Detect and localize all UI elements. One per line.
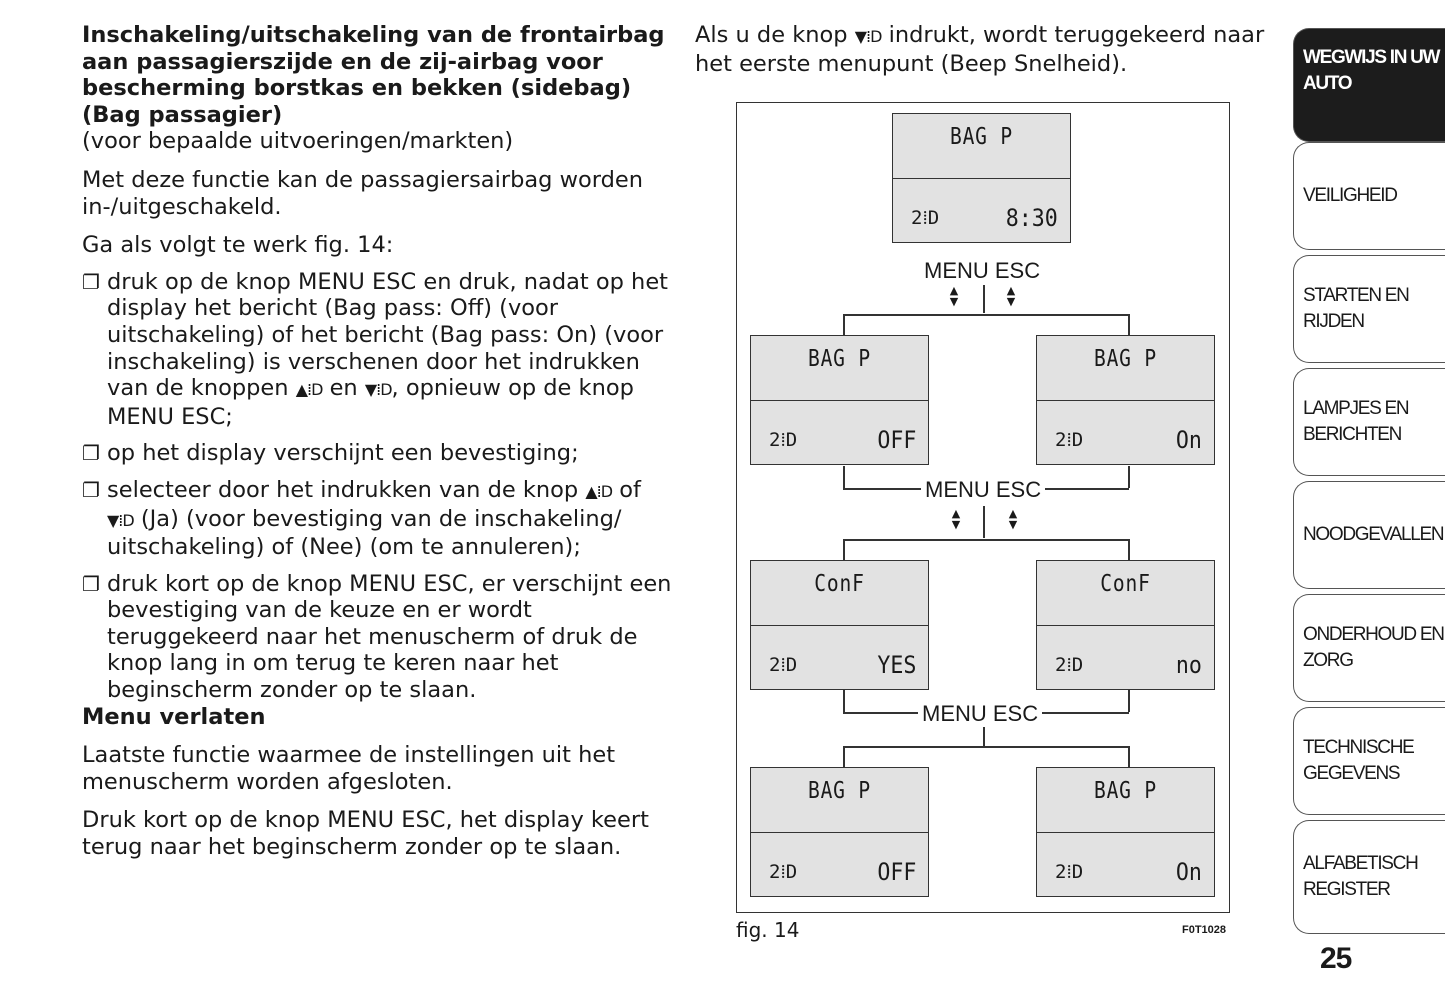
connector-line xyxy=(843,466,845,488)
list-item: ❐ op het display verschijnt een bevestiging; xyxy=(82,440,579,467)
connector-line xyxy=(843,690,845,712)
connector-line xyxy=(843,746,845,768)
section-heading: Inschakeling/uitschakeling van de frontairbag aan passagierszijde en de zij-airbag voor bescherming borstkas en bekken (sidebag) (Bag passagier) xyxy=(82,22,665,128)
screen-title: ConF xyxy=(814,571,865,597)
display-screen xyxy=(750,335,929,465)
tab-technische-gegevens[interactable]: TECHNISCHE GEGEVENS xyxy=(1293,707,1445,815)
tab-starten-en-rijden[interactable]: STARTEN EN RIJDEN xyxy=(1293,255,1445,363)
checkbox-bullet-icon: ❐ xyxy=(82,441,100,466)
screen-title: ConF xyxy=(1100,571,1151,597)
screen-title: BAG P xyxy=(949,124,1014,150)
connector-line xyxy=(843,539,1129,541)
list-item: ❐ selecteer door het indrukken van de knop ▲⁞D of ▼⁞D (Ja) (voor bevestiging van de inschakeling/ uitschakeling) of (Nee) (om te annuleren); xyxy=(82,476,641,561)
display-screen xyxy=(892,113,1071,243)
connector-line xyxy=(1128,539,1130,561)
screen-value: On xyxy=(1175,426,1202,454)
screen-value: OFF xyxy=(876,426,916,454)
connector-line xyxy=(843,746,1129,748)
right-paragraph: Als u de knop ▼⁞D indrukt, wordt teruggekeerd naar het eerste menupunt (Beep Snelheid). xyxy=(695,22,1265,77)
tab-noodgevallen[interactable]: NOODGEVALLEN xyxy=(1293,481,1445,589)
list-item: ❐ druk op de knop MENU ESC en druk, nadat op het display het bericht (Bag pass: Off) (voor uitschakeling) of het bericht (Bag pass: On) (voor inschakeling) is verschenen door het indrukken van de knoppen ▲⁞D en ▼⁞D, opnieuw op de knop MENU ESC; xyxy=(82,268,668,430)
screen-value: OFF xyxy=(876,858,916,886)
paragraph-steps-intro: Ga als volgt te werk fig. 14: xyxy=(82,232,394,259)
tab-lampjes-en-berichten[interactable]: LAMPJES EN BERICHTEN xyxy=(1293,368,1445,476)
light-level-icon: 2⁞D xyxy=(1055,861,1084,883)
down-light-button-icon: ▼⁞D xyxy=(364,380,392,400)
screen-value: 8:30 xyxy=(1005,204,1058,232)
connector-line xyxy=(983,726,985,746)
tab-wegwijs[interactable]: WEGWIJS IN UW AUTO xyxy=(1293,28,1445,142)
paragraph-exit: Laatste functie waarmee de instellingen uit het menuscherm worden afgesloten. xyxy=(82,742,616,795)
light-level-icon: 2⁞D xyxy=(769,861,798,883)
menu-esc-label: MENU ESC xyxy=(920,258,1044,284)
figure-code: F0T1028 xyxy=(1182,924,1227,936)
display-screen xyxy=(750,560,929,690)
connector-line xyxy=(843,314,1129,316)
checkbox-bullet-icon: ❐ xyxy=(82,477,100,502)
connector-line xyxy=(843,314,845,336)
paragraph-exit-2: Druk kort op de knop MENU ESC, het display keert terug naar het beginscherm zonder op te slaan. xyxy=(82,807,649,861)
connector-line xyxy=(983,285,985,313)
subheading: Menu verlaten xyxy=(82,703,266,730)
menu-esc-label: MENU ESC xyxy=(918,701,1042,727)
screen-title: BAG P xyxy=(807,346,872,372)
up-down-arrow-icon: ▲ ▼ xyxy=(1008,507,1018,531)
screen-title: BAG P xyxy=(1093,778,1158,804)
up-down-arrow-icon: ▲ ▼ xyxy=(1006,284,1016,308)
list-item: ❐ druk kort op de knop MENU ESC, er verschijnt een bevestiging van de keuze en er wordt teruggekeerd naar het menuscherm of druk de knop lang in om terug te keren naar het beginscherm zonder op te slaan. xyxy=(82,570,672,704)
section-note: (voor bepaalde uitvoeringen/markten) xyxy=(82,128,514,155)
paragraph-intro: Met deze functie kan de passagiersairbag worden in-/uitgeschakeld. xyxy=(82,166,644,220)
connector-line xyxy=(1128,466,1130,488)
light-level-icon: 2⁞D xyxy=(1055,654,1084,676)
light-level-icon: 2⁞D xyxy=(769,429,798,451)
light-level-icon: 2⁞D xyxy=(911,207,940,229)
tab-onderhoud-en-zorg[interactable]: ONDERHOUD EN ZORG xyxy=(1293,594,1445,702)
connector-line xyxy=(983,506,985,538)
down-light-button-icon: ▼⁞D xyxy=(107,510,134,530)
up-down-arrow-icon: ▲ ▼ xyxy=(949,284,959,308)
checkbox-bullet-icon: ❐ xyxy=(82,269,100,294)
up-light-button-icon: ▲⁞D xyxy=(585,481,613,501)
up-down-arrow-icon: ▲ ▼ xyxy=(951,507,961,531)
screen-value: YES xyxy=(876,651,916,679)
screen-title: BAG P xyxy=(807,778,872,804)
left-column xyxy=(82,22,672,861)
connector-line xyxy=(1128,690,1130,712)
up-light-button-icon: ▲⁞D xyxy=(295,380,323,400)
light-level-icon: 2⁞D xyxy=(1055,429,1084,451)
connector-line xyxy=(1128,314,1130,336)
display-screen xyxy=(750,767,929,897)
screen-title: BAG P xyxy=(1093,346,1158,372)
screen-value: On xyxy=(1175,858,1202,886)
tab-veiligheid[interactable]: VEILIGHEID xyxy=(1293,142,1445,250)
menu-esc-label: MENU ESC xyxy=(921,477,1045,503)
connector-line xyxy=(843,539,845,561)
display-screen xyxy=(1036,560,1215,690)
down-light-button-icon: ▼⁞D xyxy=(854,27,882,46)
tab-alfabetisch-register[interactable]: ALFABETISCH REGISTER xyxy=(1293,820,1445,934)
light-level-icon: 2⁞D xyxy=(769,654,798,676)
checkbox-bullet-icon: ❐ xyxy=(82,571,100,596)
display-screen xyxy=(1036,335,1215,465)
display-screen xyxy=(1036,767,1215,897)
screen-value: no xyxy=(1175,651,1202,679)
figure-caption: fig. 14 xyxy=(736,918,800,942)
page-number: 25 xyxy=(1320,942,1352,975)
connector-line xyxy=(1128,746,1130,768)
